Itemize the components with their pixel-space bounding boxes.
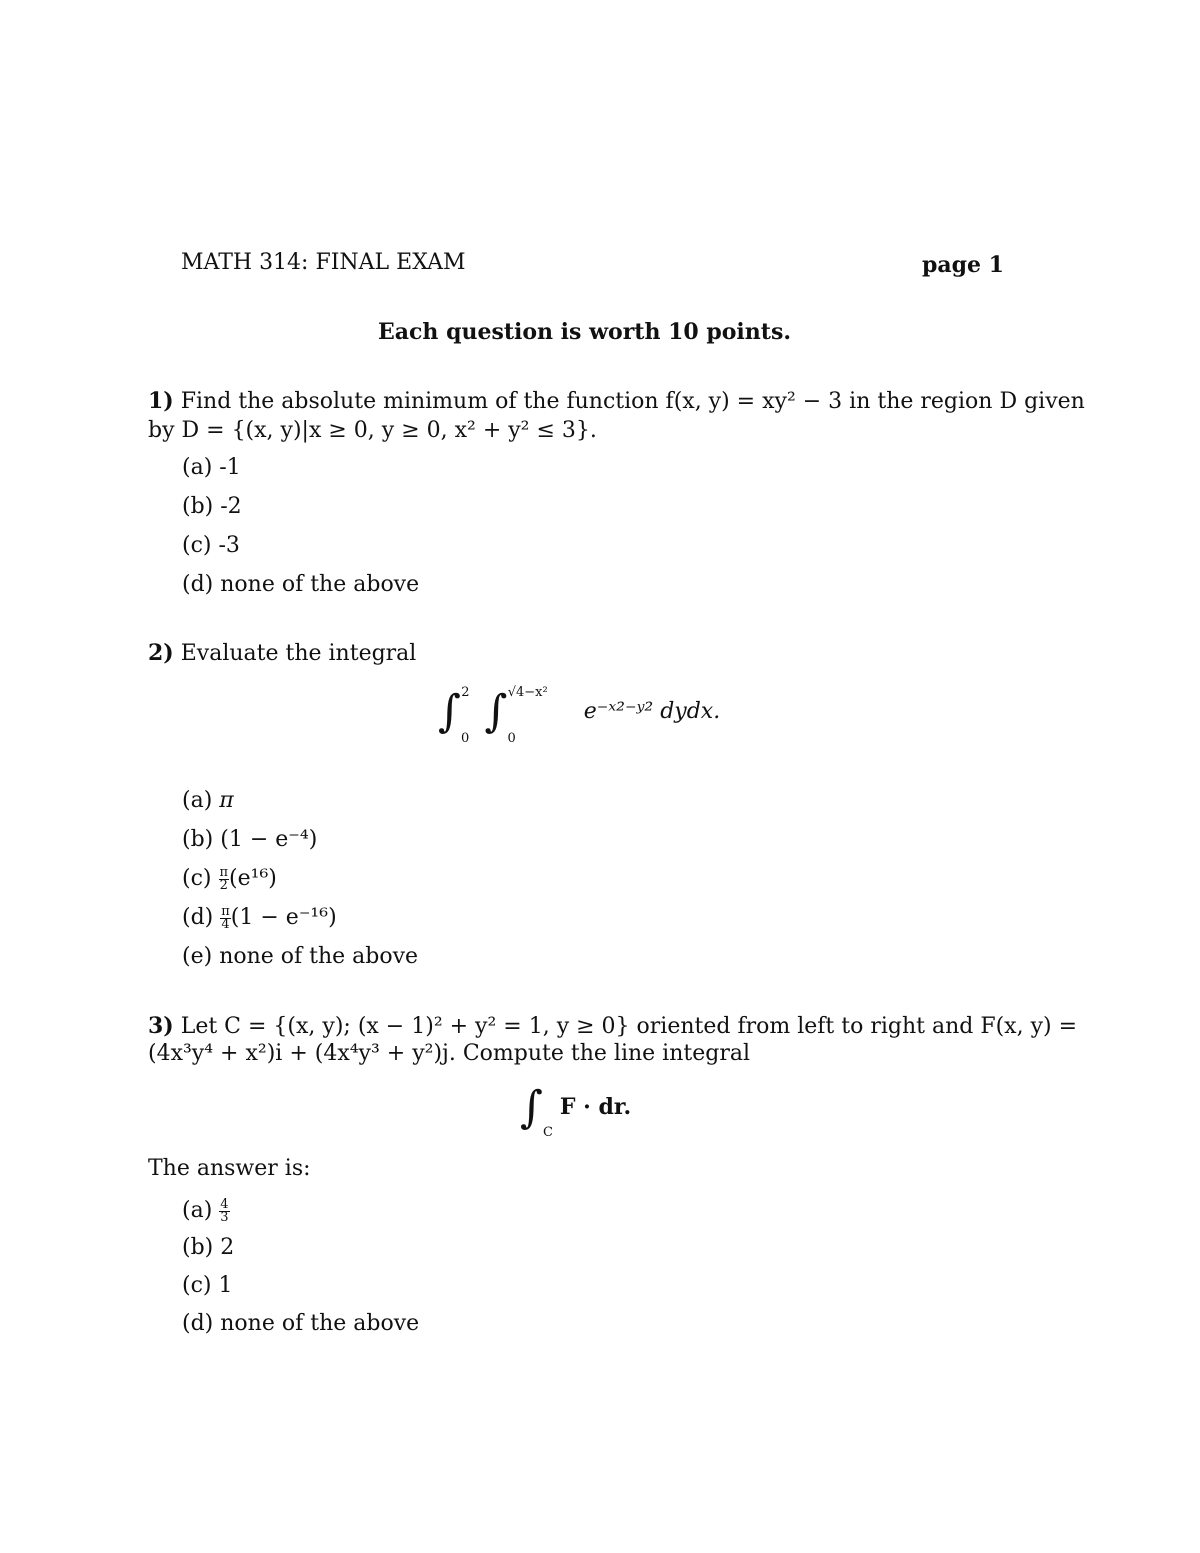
outer-lower-limit: 0 xyxy=(460,731,470,746)
option-label: (e) xyxy=(182,944,213,969)
q2-text: Evaluate the integral xyxy=(180,641,417,666)
curve-lower-limit: C xyxy=(542,1125,553,1140)
integral-sign: ∫ xyxy=(520,1082,543,1133)
option-text: (e¹⁶) xyxy=(229,866,277,891)
q1-option-b: (b) -2 xyxy=(182,494,242,519)
option-label: (c) xyxy=(182,866,212,891)
q2-number: 2) xyxy=(148,640,174,666)
instructions: Each question is worth 10 points. xyxy=(378,319,791,345)
fraction-numerator: 4 xyxy=(220,1196,229,1212)
outer-upper-limit: 2 xyxy=(461,685,470,700)
fraction-denominator: 3 xyxy=(220,1209,229,1225)
inner-upper-limit: √4−x² xyxy=(507,685,548,700)
q1-option-d: (d) none of the above xyxy=(182,572,420,597)
option-text: π xyxy=(219,788,234,813)
fraction xyxy=(220,903,231,932)
option-label: (b) xyxy=(182,827,214,852)
option-text: 1 xyxy=(218,1273,233,1298)
q2-option-c xyxy=(182,866,277,892)
fraction-denominator: 2 xyxy=(219,877,228,893)
q1-option-c: (c) -3 xyxy=(182,533,240,558)
q3-option-a xyxy=(182,1198,230,1224)
q2-integral xyxy=(438,685,721,746)
q3-line2: (4x³y⁴ + x²)i + (4x⁴y³ + y²)j. Compute the line integral xyxy=(148,1041,750,1066)
q1-line2: by D = {(x, y)|x ≥ 0, y ≥ 0, x² + y² ≤ 3}. xyxy=(148,418,597,443)
fraction xyxy=(219,1196,229,1225)
option-text: none of the above xyxy=(220,1311,420,1336)
q3-line1 xyxy=(148,1013,1077,1039)
q3-option-d xyxy=(182,1311,419,1336)
q2-option-d xyxy=(182,905,337,931)
option-label: (a) xyxy=(182,1198,213,1223)
integral-sign: ∫ xyxy=(484,686,508,737)
q2-option-e xyxy=(182,944,418,969)
q1-text: Find the absolute minimum of the function f(x, y) = xy² − 3 in the region D given xyxy=(180,389,1085,414)
option-label: (d) xyxy=(182,905,214,930)
q2-option-b xyxy=(182,827,317,852)
option-label: (d) xyxy=(182,1311,214,1336)
q1-line1 xyxy=(148,388,1085,414)
q2-line1 xyxy=(148,640,416,666)
fraction-numerator: π xyxy=(221,903,230,919)
option-text: (1 − e⁻¹⁶) xyxy=(230,905,337,930)
option-label: (b) xyxy=(182,1235,214,1260)
integrand: F · dr. xyxy=(559,1094,632,1120)
q3-option-c xyxy=(182,1273,233,1298)
fraction xyxy=(219,864,230,893)
q3-text: Let C = {(x, y); (x − 1)² + y² = 1, y ≥ 0} oriented from left to right and F(x, y) = xyxy=(180,1014,1078,1039)
answer-prompt: The answer is: xyxy=(148,1156,311,1181)
inner-lower-limit: 0 xyxy=(507,731,516,746)
option-text: 2 xyxy=(220,1235,235,1260)
option-text: none of the above xyxy=(219,944,419,969)
fraction-denominator: 4 xyxy=(221,916,230,932)
exam-title: MATH 314: FINAL EXAM xyxy=(181,250,466,275)
option-label: (c) xyxy=(182,1273,212,1298)
integral-sign: ∫ xyxy=(438,686,461,737)
option-label: (a) xyxy=(182,788,213,813)
q2-option-a xyxy=(182,788,234,813)
option-text: (1 − e⁻⁴) xyxy=(220,827,318,852)
q3-integral xyxy=(520,1082,632,1140)
q1-number: 1) xyxy=(148,388,174,414)
q3-option-b xyxy=(182,1235,234,1260)
q1-option-a: (a) -1 xyxy=(182,455,241,480)
q3-number: 3) xyxy=(148,1013,174,1039)
integrand: e⁻ˣ²⁻ʸ² dydx. xyxy=(583,699,721,724)
page-number: page 1 xyxy=(922,252,1004,278)
fraction-numerator: π xyxy=(219,864,229,880)
